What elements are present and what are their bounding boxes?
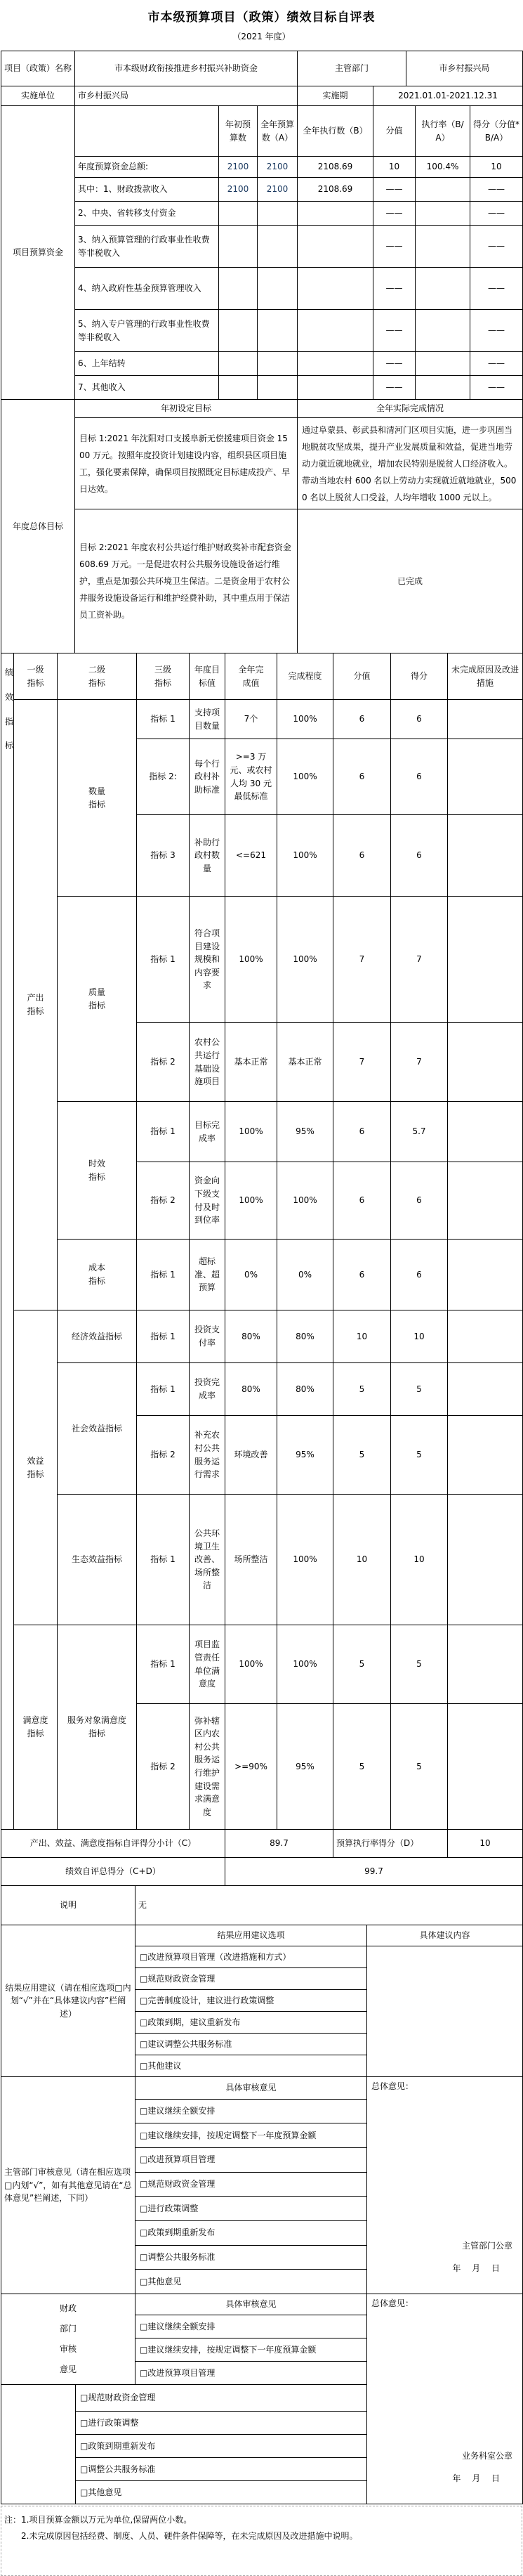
finance-date-label: 年 月 日 — [452, 2473, 501, 2484]
budget-score-value: 10 — [373, 157, 416, 178]
reason — [448, 815, 523, 897]
budget-annual — [258, 352, 298, 376]
actual: 100% — [225, 1102, 277, 1162]
score-value: 6 — [333, 1102, 391, 1162]
actual: 基本正常 — [225, 1023, 277, 1102]
budget-initial — [219, 376, 258, 400]
checkbox-option[interactable]: □改进预算项目管理 — [135, 2147, 367, 2172]
header-actual: 全年完成值 — [225, 653, 277, 700]
degree: 80% — [277, 1363, 333, 1416]
budget-exec — [298, 352, 373, 376]
header-level1: 一级指标 — [14, 653, 58, 700]
reason — [448, 1023, 523, 1102]
reason — [448, 1495, 523, 1625]
header-reason: 未完成原因及改进措施 — [448, 653, 523, 700]
budget-initial: 2100 — [219, 157, 258, 178]
goals-section-label: 年度总体目标 — [1, 400, 75, 653]
degree: 95% — [277, 1704, 333, 1830]
budget-score: —— — [470, 202, 523, 226]
score: 7 — [391, 897, 448, 1023]
budget-annual — [258, 268, 298, 310]
actual: <=621 — [225, 815, 277, 897]
score: 5.7 — [391, 1102, 448, 1162]
level3: 指标 1 — [137, 1310, 190, 1363]
budget-row-label: 其中：1、财政拨款收入 — [75, 178, 219, 202]
level2-cost: 成本指标 — [58, 1240, 137, 1310]
score-value: 5 — [333, 1704, 391, 1830]
target: 每个行政村补助标准 — [190, 739, 225, 815]
actual: >=3 万元、或农村人均 30 元最低标准 — [225, 739, 277, 815]
level1-satisfaction: 满意度指标 — [14, 1625, 58, 1830]
level3: 指标 2 — [137, 1162, 190, 1240]
budget-score-value: —— — [373, 376, 416, 400]
budget-row — [1, 157, 523, 178]
checkbox-option[interactable]: □政策到期，建议重新发布 — [135, 2012, 367, 2034]
score: 6 — [391, 1240, 448, 1310]
budget-score-value: —— — [373, 178, 416, 202]
goal-2-text: 目标 2:2021 年度农村公共运行维护财政奖补市配套资金 608.69 万元。一是促进农村公共服务设施设备运行维护，重点是加强公共环境卫生保洁。二是资金用于农村公井服务设施设备运行和维护经费补助，其中重点用于保洁员工资补助。 — [75, 509, 298, 653]
dept-overall-label: 总体意见： — [371, 2081, 414, 2091]
dept-review-header: 具体审核意见 — [135, 2077, 367, 2100]
note-line-1: 注：1.项目预算金额以万元为单位,保留两位小数。 — [4, 2515, 192, 2525]
checkbox-option[interactable]: □完善制度设计，建议进行政策调整 — [135, 1990, 367, 2012]
budget-row-label: 年度预算资金总额: — [75, 157, 219, 178]
budget-annual — [258, 376, 298, 400]
budget-row — [1, 226, 523, 268]
budget-initial: 2100 — [219, 178, 258, 202]
budget-annual: 2100 — [258, 178, 298, 202]
checkbox-option[interactable]: □建议继续全额安排 — [135, 2315, 367, 2338]
indicator-row — [1, 1363, 523, 1416]
total-value: 99.7 — [225, 1858, 523, 1886]
goals-table — [1, 399, 523, 653]
budget-header-rate: 执行率（B/A） — [416, 106, 470, 157]
actual: 100% — [225, 897, 277, 1023]
goal-row — [1, 418, 523, 509]
result-application-table — [1, 1925, 523, 2077]
budget-rate — [416, 202, 470, 226]
score-value: 5 — [333, 1416, 391, 1495]
budget-row-label: 3、纳入预算管理的行政事业性收费等非税收入 — [75, 226, 219, 268]
budget-header-empty — [75, 106, 219, 157]
target: 农村公共运行基础设施项目 — [190, 1023, 225, 1102]
checkbox-option[interactable]: □调整公共服务标准 — [76, 2458, 367, 2481]
checkbox-option[interactable]: □建议继续安排，按规定调整下一年度预算金额 — [135, 2123, 367, 2148]
finance-overall-opinion-cell[interactable] — [367, 2294, 523, 2504]
goal-row — [1, 509, 523, 653]
exec-score-value: 10 — [448, 1830, 523, 1858]
checkbox-option[interactable]: □政策到期重新发布 — [76, 2435, 367, 2458]
score-value: 6 — [333, 1240, 391, 1310]
score-value: 6 — [333, 739, 391, 815]
checkbox-option[interactable]: □规范财政资金管理 — [135, 2172, 367, 2197]
target: 超标准、超预算 — [190, 1240, 225, 1310]
subtotal-value: 89.7 — [225, 1830, 333, 1858]
goal-1-actual: 通过阜蒙县、彰武县和清河门区项目实施，进一步巩固当地脱贫攻坚成果，提升产业发展质量和效益，促进当地劳动力就近就地就业，增加农民特别是脱贫人口经济收入。带动当地农村 600 名以上劳动力实现就近就地就业，5000 名以上脱贫人口受益，人均年增收 1000 元以上。 — [298, 418, 523, 509]
score: 6 — [391, 739, 448, 815]
budget-initial — [219, 202, 258, 226]
period-value: 2021.01.01-2021.12.31 — [373, 86, 523, 106]
budget-row-label: 2、中央、省转移支付资金 — [75, 202, 219, 226]
goal-2-actual: 已完成 — [298, 509, 523, 653]
budget-initial — [219, 268, 258, 310]
level3: 指标 3 — [137, 815, 190, 897]
score-value: 6 — [333, 700, 391, 739]
actual: 80% — [225, 1310, 277, 1363]
budget-row — [1, 202, 523, 226]
score: 10 — [391, 1495, 448, 1625]
project-name-label: 项目（政策）名称 — [1, 51, 75, 86]
actual: 环境改善 — [225, 1416, 277, 1495]
budget-row — [1, 178, 523, 202]
info-table — [1, 51, 523, 106]
level1-benefit: 效益指标 — [14, 1310, 58, 1625]
level2-social: 社会效益指标 — [58, 1363, 137, 1495]
budget-row — [1, 310, 523, 352]
score-value: 6 — [333, 1162, 391, 1240]
page-subtitle: （2021 年度） — [232, 32, 291, 41]
indicator-row — [1, 1102, 523, 1162]
budget-score-value: —— — [373, 268, 416, 310]
indicator-row — [1, 1310, 523, 1363]
reason — [448, 1363, 523, 1416]
checkbox-option[interactable]: □建议调整公共服务标准 — [135, 2034, 367, 2055]
finance-stamp-label: 业务科室公章 — [462, 2450, 513, 2461]
dept-stamp-label: 主管部门公章 — [461, 2240, 512, 2251]
checkbox-option[interactable]: □调整公共服务标准 — [135, 2245, 367, 2270]
header-target: 年度目标值 — [190, 653, 225, 700]
budget-row-label: 6、上年结转 — [75, 352, 219, 376]
budget-annual: 2100 — [258, 157, 298, 178]
target: 目标完成率 — [190, 1102, 225, 1162]
finance-overall-label: 总体意见： — [371, 2298, 414, 2308]
target: 项目监管责任单位满意度 — [190, 1625, 225, 1704]
budget-rate — [416, 376, 470, 400]
notes-box — [1, 2506, 522, 2576]
goals-col-goal-header: 年初设定目标 — [75, 400, 298, 418]
level3: 指标 2: — [137, 739, 190, 815]
budget-score: —— — [470, 268, 523, 310]
score-value: 10 — [333, 1310, 391, 1363]
degree: 100% — [277, 1495, 333, 1625]
level3: 指标 1 — [137, 1240, 190, 1310]
actual: 100% — [225, 1625, 277, 1704]
dept-label: 主管部门 — [298, 51, 406, 86]
header-degree: 完成程度 — [277, 653, 333, 700]
dept-review-label: 主管部门审核意见（请在相应选项□内划“√”，如有其他意见请在“总体意见”栏阐述，下同） — [1, 2077, 135, 2294]
header-score: 得分 — [391, 653, 448, 700]
budget-rate — [416, 178, 470, 202]
reason — [448, 1162, 523, 1240]
form-page — [1, 0, 522, 2541]
level1-output: 产出指标 — [14, 700, 58, 1310]
budget-rate: 100.4% — [416, 157, 470, 178]
budget-annual — [258, 226, 298, 268]
score: 10 — [391, 1310, 448, 1363]
level3: 指标 2 — [137, 1023, 190, 1102]
budget-score: —— — [470, 178, 523, 202]
degree: 100% — [277, 815, 333, 897]
degree: 0% — [277, 1240, 333, 1310]
target: 投资完成率 — [190, 1363, 225, 1416]
checkbox-option[interactable]: □政策到期重新发布 — [135, 2220, 367, 2245]
budget-table — [1, 105, 523, 400]
level3: 指标 1 — [137, 1363, 190, 1416]
degree: 基本正常 — [277, 1023, 333, 1102]
reason — [448, 1625, 523, 1704]
options-header: 结果应用建议选项 — [135, 1925, 367, 1946]
level3: 指标 1 — [137, 1625, 190, 1704]
degree: 100% — [277, 700, 333, 739]
budget-header-score: 得分（分值*B/A） — [470, 106, 523, 157]
score-value: 5 — [333, 1363, 391, 1416]
actual: 0% — [225, 1240, 277, 1310]
score: 6 — [391, 815, 448, 897]
finance-review-label: 财政部门审核意见 — [1, 2294, 135, 2385]
budget-row — [1, 352, 523, 376]
dept-review-table — [1, 2076, 523, 2294]
header-level3: 三级指标 — [137, 653, 190, 700]
score-value: 5 — [333, 1625, 391, 1704]
actual: 7个 — [225, 700, 277, 739]
goals-col-actual-header: 全年实际完成情况 — [298, 400, 523, 418]
finance-review-header: 具体审核意见 — [135, 2294, 367, 2315]
score-value: 6 — [333, 815, 391, 897]
target: 补充农村公共服务运行需求 — [190, 1416, 225, 1495]
budget-score: —— — [470, 310, 523, 352]
reason — [448, 897, 523, 1023]
score-value: 7 — [333, 897, 391, 1023]
header-score-value: 分值 — [333, 653, 391, 700]
score: 5 — [391, 1625, 448, 1704]
content-header: 具体建议内容 — [367, 1925, 523, 1946]
checkbox-option[interactable]: □改进预算项目管理（改进措施和方式） — [135, 1946, 367, 1968]
dept-value: 市乡村振兴局 — [406, 51, 523, 86]
budget-row-label: 5、纳入专户管理的行政事业性收费等非税收入 — [75, 310, 219, 352]
budget-annual — [258, 310, 298, 352]
note-line-2: 2.未完成原因包括经费、制度、人员、硬件条件保障等，在未完成原因及改进措施中说明。 — [21, 2530, 358, 2541]
score: 6 — [391, 700, 448, 739]
level3: 指标 1 — [137, 700, 190, 739]
degree: 100% — [277, 739, 333, 815]
finance-label-blank-area — [1, 2385, 76, 2504]
budget-exec: 2108.69 — [298, 157, 373, 178]
budget-rate — [416, 310, 470, 352]
budget-rate — [416, 268, 470, 310]
budget-score: —— — [470, 352, 523, 376]
score: 7 — [391, 1023, 448, 1102]
budget-row — [1, 376, 523, 400]
finance-review-table — [1, 2294, 523, 2504]
actual: 场所整洁 — [225, 1495, 277, 1625]
indicator-row — [1, 1240, 523, 1310]
reason — [448, 1310, 523, 1363]
budget-score-value: —— — [373, 352, 416, 376]
target: 资金向下级支付及时到位率 — [190, 1162, 225, 1240]
indicator-row — [1, 1625, 523, 1704]
impl-unit-label: 实施单位 — [1, 86, 75, 106]
actual: 100% — [225, 1162, 277, 1240]
degree: 100% — [277, 1162, 333, 1240]
level3: 指标 2 — [137, 1416, 190, 1495]
dept-overall-opinion-cell[interactable] — [367, 2077, 523, 2294]
level2-quality: 质量指标 — [58, 897, 137, 1102]
reason — [448, 1704, 523, 1830]
suggestion-content-cell[interactable] — [367, 1946, 523, 2077]
level3: 指标 1 — [137, 897, 190, 1023]
budget-score: —— — [470, 226, 523, 268]
level2-economic: 经济效益指标 — [58, 1310, 137, 1363]
checkbox-option[interactable]: □建议继续安排，按规定调整下一年度预算金额 — [135, 2338, 367, 2362]
degree: 95% — [277, 1102, 333, 1162]
checkbox-option[interactable]: □进行政策调整 — [135, 2197, 367, 2221]
budget-score: —— — [470, 376, 523, 400]
budget-score-value: —— — [373, 310, 416, 352]
checkbox-option[interactable]: □规范财政资金管理 — [135, 1968, 367, 1990]
level3: 指标 1 — [137, 1102, 190, 1162]
level3: 指标 1 — [137, 1495, 190, 1625]
goal-1-text: 目标 1:2021 年沈阳对口支援阜新无偿援建项目资金 1500 万元。按照年度投资计划建设内容，组织县区项目施工，强化要素保障，确保项目按照既定目标建成投产、早日达效。 — [75, 418, 298, 509]
reason — [448, 700, 523, 739]
level2-timeliness: 时效指标 — [58, 1102, 137, 1240]
budget-row-label: 4、纳入政府性基金预算管理收入 — [75, 268, 219, 310]
checkbox-option[interactable]: □规范财政资金管理 — [76, 2385, 367, 2412]
indicators-table — [1, 653, 523, 1886]
level2-ecological: 生态效益指标 — [58, 1495, 137, 1625]
project-name-value: 市本级财政衔接推进乡村振兴补助资金 — [75, 51, 298, 86]
target: 补助行政村数量 — [190, 815, 225, 897]
reason — [448, 1416, 523, 1495]
summary-total-row — [1, 1858, 523, 1886]
indicator-row — [1, 700, 523, 739]
checkbox-option[interactable]: □建议继续全额安排 — [135, 2099, 367, 2123]
checkbox-option[interactable]: □其他意见 — [135, 2270, 367, 2294]
budget-initial — [219, 310, 258, 352]
indicator-row — [1, 1495, 523, 1625]
budget-score-value: —— — [373, 226, 416, 268]
budget-initial — [219, 352, 258, 376]
indicator-row — [1, 897, 523, 1023]
exec-score-label: 预算执行率得分（D） — [333, 1830, 448, 1858]
target: 符合项目建设规模和内容要求 — [190, 897, 225, 1023]
score-value: 7 — [333, 1023, 391, 1102]
impl-unit-value: 市乡村振兴局 — [75, 86, 298, 106]
checkbox-option[interactable]: □其他建议 — [135, 2055, 367, 2077]
budget-annual — [258, 202, 298, 226]
level2-quantity: 数量指标 — [58, 700, 137, 897]
budget-rate — [416, 352, 470, 376]
budget-exec — [298, 202, 373, 226]
remark-table — [1, 1885, 523, 1925]
page-title: 市本级预算项目（政策）绩效目标自评表 — [147, 11, 376, 25]
degree: 95% — [277, 1416, 333, 1495]
actual: 80% — [225, 1363, 277, 1416]
budget-rate — [416, 226, 470, 268]
budget-score: 10 — [470, 157, 523, 178]
degree: 100% — [277, 1625, 333, 1704]
degree: 80% — [277, 1310, 333, 1363]
budget-row-label: 7、其他收入 — [75, 376, 219, 400]
target: 公共环境卫生改善、场所整洁 — [190, 1495, 225, 1625]
reason — [448, 1240, 523, 1310]
degree: 100% — [277, 897, 333, 1023]
score: 5 — [391, 1363, 448, 1416]
score: 5 — [391, 1416, 448, 1495]
checkbox-option[interactable]: □进行政策调整 — [76, 2412, 367, 2435]
reason — [448, 1102, 523, 1162]
budget-score-value: —— — [373, 202, 416, 226]
target: 投资支付率 — [190, 1310, 225, 1363]
summary-subtotal-row — [1, 1830, 523, 1858]
score: 5 — [391, 1704, 448, 1830]
result-application-label: 结果应用建议（请在相应选项□内划“√”并在“具体建议内容”栏阐述） — [1, 1925, 135, 2077]
level3: 指标 2 — [137, 1704, 190, 1830]
budget-header-initial: 年初预算数 — [219, 106, 258, 157]
remark-label: 说明 — [1, 1886, 135, 1925]
reason — [448, 739, 523, 815]
checkbox-option[interactable]: □改进预算项目管理 — [135, 2362, 367, 2385]
budget-row — [1, 268, 523, 310]
remark-value: 无 — [135, 1886, 523, 1925]
period-label: 实施期 — [298, 86, 373, 106]
level2-service-satisfaction: 服务对象满意度指标 — [58, 1625, 137, 1830]
total-label: 绩效自评总得分（C+D） — [1, 1858, 225, 1886]
dept-date-label: 年 月 日 — [452, 2263, 500, 2274]
indicators-section-label: 绩效指标 — [1, 653, 14, 1830]
budget-exec — [298, 310, 373, 352]
target: 支持项目数量 — [190, 700, 225, 739]
score-value: 10 — [333, 1495, 391, 1625]
budget-header-score-value: 分值 — [373, 106, 416, 157]
budget-header-annual: 全年预算数（A） — [258, 106, 298, 157]
checkbox-option[interactable]: □其他意见 — [76, 2481, 367, 2504]
budget-exec — [298, 376, 373, 400]
budget-initial — [219, 226, 258, 268]
header-level2: 二级指标 — [58, 653, 137, 700]
budget-exec: 2108.69 — [298, 178, 373, 202]
budget-exec — [298, 268, 373, 310]
budget-section-label: 项目预算资金 — [1, 106, 75, 400]
budget-exec — [298, 226, 373, 268]
target: 弥补辖区内农村公共服务运行维护建设需求满意度 — [190, 1704, 225, 1830]
actual: >=90% — [225, 1704, 277, 1830]
score: 6 — [391, 1162, 448, 1240]
subtotal-label: 产出、效益、满意度指标自评得分小计（C） — [1, 1830, 225, 1858]
budget-header-exec: 全年执行数（B） — [298, 106, 373, 157]
